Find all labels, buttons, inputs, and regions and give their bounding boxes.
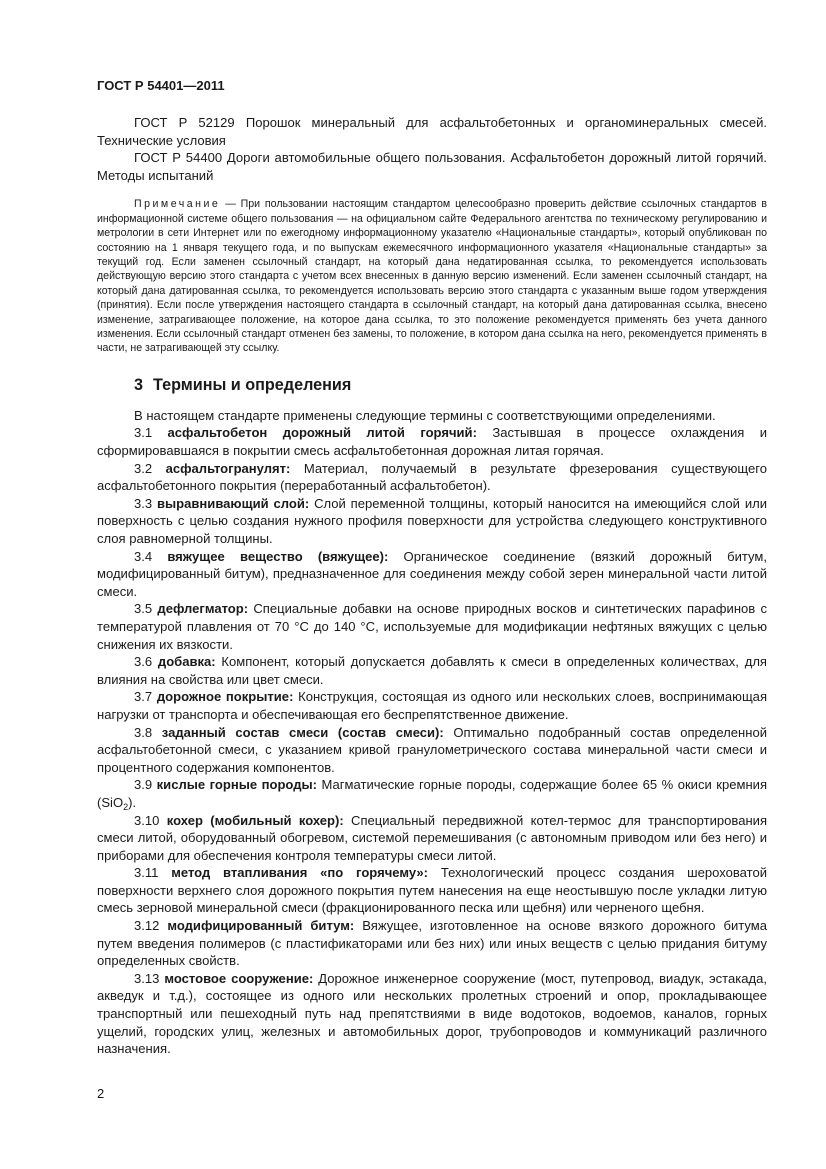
- term-name: модифицированный битум:: [167, 918, 355, 934]
- term-number: 3.12: [134, 918, 160, 934]
- section-intro: [97, 407, 767, 425]
- term-name: дорожное покрытие:: [156, 689, 294, 705]
- term-name: кислые горные породы:: [156, 777, 317, 793]
- term-entry: [97, 495, 767, 548]
- term-definition: Технологический процесс создания шероховатой поверхности верхнего слоя дорожного покрытия путем нанесения на еще неостывшую после укладки литую смесь зерновой минеральной смеси (фракционированного песка или щебня) или черненого щебня.: [97, 865, 767, 916]
- term-entry: [97, 917, 767, 970]
- term-entry: [97, 688, 767, 723]
- term-number: 3.7: [134, 689, 153, 705]
- term-definition: Дорожное инженерное сооружение (мост, путепровод, виадук, эстакада, акведук и т.д.), состоящее из одного или нескольких пролетных строений и опор, прокладывающее транспортный или пешеходный путь над препятствиями в виде водотоков, водоемов, каналов, горных ущелий, городских улиц, железных и автомобильных дорог, трубопроводов и коммуникаций различного назначения.: [97, 970, 767, 1057]
- term-number: 3.8: [134, 724, 153, 740]
- term-number: 3.13: [134, 970, 160, 986]
- page-number: 2: [97, 1086, 105, 1101]
- reference-text: ГОСТ Р 54400 Дороги автомобильные общего пользования. Асфальтобетон дорожный литой горячий. Методы испытаний: [97, 150, 767, 183]
- term-entry: [97, 460, 767, 495]
- term-entry: [97, 776, 767, 811]
- subscript-two: 2: [123, 801, 129, 812]
- term-name: кохер (мобильный кохер):: [166, 812, 344, 828]
- term-number: 3.11: [134, 865, 159, 881]
- term-definition: Застывшая в процессе охлаждения и сформировавшаяся в покрытии смесь асфальтобетонная дорожная литая горячая.: [97, 425, 767, 459]
- reference-item: [97, 149, 767, 184]
- term-entry: [97, 812, 767, 865]
- term-entry: [97, 970, 767, 1058]
- term-name: асфальтобетон дорожный литой горячий:: [167, 425, 477, 441]
- term-entry: [97, 864, 767, 917]
- term-definition: Слой переменной толщины, который наносится на имеющийся слой или поверхность с целью создания нужного профиля поверхности для устройства следующего конструктивного слоя равномерной толщины.: [97, 495, 768, 546]
- term-name: асфальтогранулят:: [165, 460, 291, 476]
- term-name: метод втапливания «по горячему»:: [171, 865, 429, 881]
- term-number: 3.3: [134, 495, 153, 511]
- term-entry: [97, 724, 767, 777]
- term-definition: Компонент, который допускается добавлять к смеси в определенных количествах, для влияния на свойства или цвет смеси.: [97, 654, 768, 687]
- term-name: мостовое сооружение:: [164, 970, 314, 986]
- section-intro-text: В настоящем стандарте применены следующие термины с соответствующими определениями.: [134, 407, 716, 423]
- section-title: Термины и определения: [153, 375, 352, 394]
- page-content: [97, 114, 767, 1058]
- note-label: Примечание: [134, 198, 221, 211]
- term-number: 3.4: [134, 548, 153, 564]
- term-name: заданный состав смеси (состав смеси):: [161, 724, 444, 740]
- term-name: дефлегматор:: [157, 601, 249, 617]
- term-number: 3.9: [134, 777, 153, 793]
- term-definition: Материал, получаемый в результате фрезерования существующего асфальтобетонного покрытия (переработанный асфальтобетон).: [97, 460, 767, 494]
- reference-text: ГОСТ Р 52129 Порошок минеральный для асфальтобетонных и органоминеральных смесей. Технические условия: [97, 115, 767, 148]
- section-heading: [134, 374, 767, 396]
- term-definition: Органическое соединение (вязкий дорожный битум, модифицированный битум), предназначенное для соединения между собой зерен минеральной части литой смеси.: [97, 548, 768, 599]
- term-definition: Специальный передвижной котел-термос для транспортирования смеси литой, оборудованный обогревом, системой перемешивания (с автономным приводом или без него) и приборами для обеспечения контроля температуры смеси литой.: [97, 812, 768, 863]
- note-text: — При пользовании настоящим стандартом целесообразно проверить действие ссылочных стандартов в информационной системе общего пользования — на официальном сайте Федерального агентства по техническому регулированию и метрологии в сети Интернет или по ежегодному информационному указателю «Национальные стандарты», который опубликован по состоянию на 1 января текущего года, и по выпускам ежемесячного информационного указателя «Национальные стандарты» за текущий год. Если заменен ссылочный стандарт, на который дана недатированная ссылка, то рекомендуется использовать действующую версию этого стандарта с учетом всех внесенных в данную версию изменений. Если заменен ссылочный стандарт, на который дана датированная ссылка, то рекомендуется использовать версию этого стандарта с указанным выше годом утверждения (принятия). Если после утверждения настоящего стандарта в ссылочный стандарт, на который дана датированная ссылка, внесено изменение, затрагивающее положение, на которое дана ссылка, то это положение рекомендуется применять без учета данного изменения. Если ссылочный стандарт отменен без замены, то положение, в котором дана ссылка на него, рекомендуется применять в части, не затрагивающей эту ссылку.: [97, 198, 767, 355]
- term-definition: Специальные добавки на основе природных восков и синтетических парафинов с температурой плавления от 70 °С до 140 °С, используемые для модификации нефтяных вяжущих с целью снижения их вязкости.: [97, 601, 767, 652]
- section-number: 3: [134, 375, 144, 394]
- term-definition: Оптимально подобранный состав определенной асфальтобетонной смеси, с указанием кривой гранулометрического состава минеральной части смеси и процентного содержания компонентов.: [97, 724, 767, 775]
- reference-item: [97, 114, 767, 149]
- term-number: 3.2: [134, 460, 153, 476]
- term-entry: [97, 653, 767, 688]
- term-entry: [97, 548, 767, 601]
- term-number: 3.10: [134, 812, 160, 828]
- term-name: вяжущее вещество (вяжущее):: [167, 548, 389, 564]
- term-name: выравнивающий слой:: [157, 495, 310, 511]
- term-definition: Магматические горные породы, содержащие более 65 % окиси кремния (SiO: [97, 777, 768, 810]
- term-number: 3.1: [134, 425, 153, 441]
- term-number: 3.6: [134, 654, 153, 670]
- term-name: добавка:: [157, 654, 216, 670]
- term-definition: Вяжущее, изготовленное на основе вязкого дорожного битума путем введения полимеров (с пластификаторами или без них) или иных веществ с целью придания битуму определенных свойств.: [97, 918, 768, 969]
- term-definition-tail: ).: [128, 794, 137, 810]
- term-number: 3.5: [134, 601, 153, 617]
- term-definition: Конструкция, состоящая из одного или нескольких слоев, воспринимающая нагрузки от транспорта и обеспечивающая его беспрепятственное движение.: [97, 689, 768, 722]
- document-id-header: ГОСТ Р 54401—2011: [97, 78, 225, 93]
- note-paragraph: [97, 197, 767, 355]
- term-entry: [97, 424, 767, 459]
- term-entry: [97, 600, 767, 653]
